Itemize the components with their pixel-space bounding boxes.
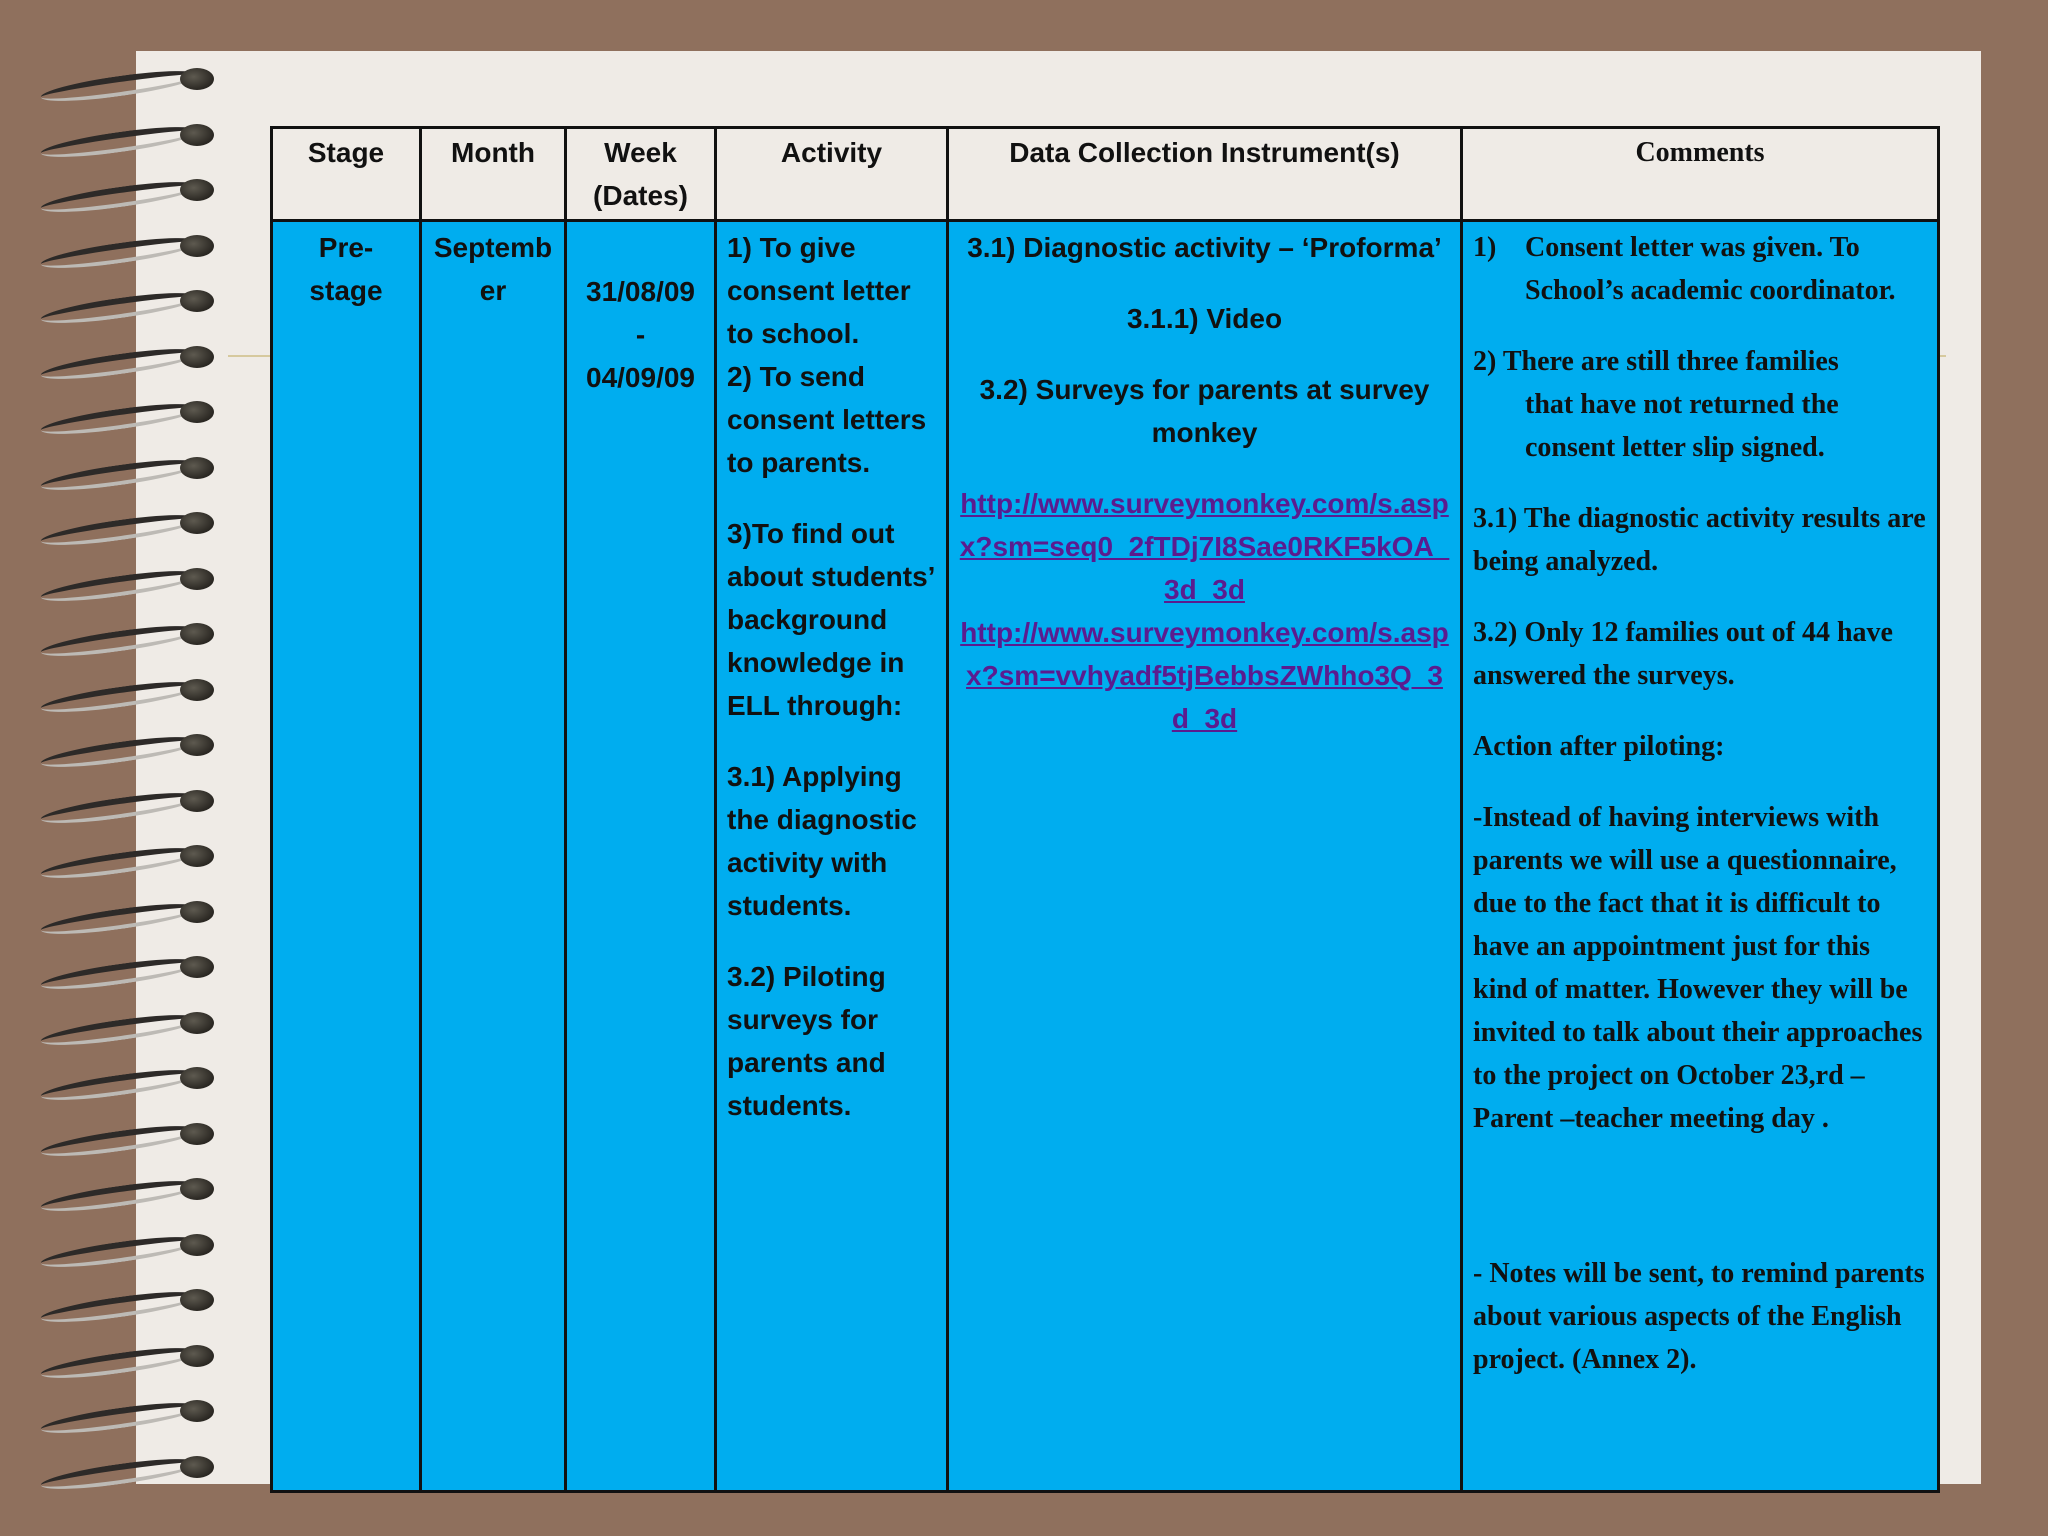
- spiral-ring: [30, 451, 230, 491]
- spiral-ring: [30, 118, 230, 158]
- spiral-ring: [30, 1117, 230, 1157]
- spiral-ring: [30, 229, 230, 269]
- spiral-ring: [30, 62, 230, 102]
- cell-stage: Pre-stage: [272, 221, 421, 1492]
- header-activity: Activity: [716, 128, 948, 221]
- spiral-ring: [30, 728, 230, 768]
- activity-item: 1) To give consent letter to school.: [727, 232, 911, 349]
- spiral-ring: [30, 1006, 230, 1046]
- spiral-ring: [30, 839, 230, 879]
- spiral-ring: [30, 1228, 230, 1268]
- comment-1: [1473, 226, 1927, 312]
- survey-link-1[interactable]: http://www.surveymonkey.com/s.aspx?sm=seq0_2fTDj7I8Sae0RKF5kOA_3d_3d: [959, 488, 1450, 605]
- spiral-ring: [30, 562, 230, 602]
- activity-item: 3.2) Piloting surveys for parents and students.: [727, 961, 886, 1121]
- week-end: 04/09/09: [586, 362, 695, 393]
- cell-week: [566, 221, 716, 1492]
- comment-2: 2) There are still three families: [1473, 346, 1839, 377]
- table-row: [272, 221, 1939, 1492]
- spiral-ring: [30, 895, 230, 935]
- activity-item: 3)To find out about students’ background knowledge in ELL through:: [727, 518, 934, 721]
- action-2: - Notes will be sent, to remind parents about various aspects of the English project. (Annex 2).: [1473, 1258, 1925, 1375]
- header-stage: Stage: [272, 128, 421, 221]
- spiral-ring: [30, 506, 230, 546]
- spiral-ring: [30, 617, 230, 657]
- comment-1-text: Consent letter was given. To School’s academic coordinator.: [1525, 232, 1896, 306]
- cell-activity: [716, 221, 948, 1492]
- spiral-ring: [30, 173, 230, 213]
- spiral-ring: [30, 950, 230, 990]
- schedule-table: [270, 126, 1940, 1493]
- instrument-diagnostic: 3.1) Diagnostic activity – ‘Proforma’: [967, 232, 1442, 263]
- activity-item: 2) To send consent letters to parents.: [727, 361, 927, 478]
- spiral-ring: [30, 1061, 230, 1101]
- action-1: -Instead of having interviews with parents we will use a questionnaire, due to the fact that it is difficult to have an appointment just for this kind of matter. However they will be invited to talk about their approaches to the project on October 23,rd – Parent –teacher meeting day .: [1473, 802, 1923, 1134]
- week-start: 31/08/09: [586, 276, 695, 307]
- spiral-binding: [30, 62, 230, 1482]
- action-title: Action after piloting:: [1473, 731, 1725, 762]
- instrument-surveys: 3.2) Surveys for parents at survey monkey: [979, 374, 1430, 448]
- week-separator: -: [635, 319, 646, 350]
- spiral-ring: [30, 1394, 230, 1434]
- spiral-ring: [30, 1283, 230, 1323]
- spiral-ring: [30, 1450, 230, 1490]
- activity-item: 3.1) Applying the diagnostic activity with students.: [727, 761, 917, 921]
- header-comments: Comments: [1462, 128, 1939, 221]
- spiral-ring: [30, 284, 230, 324]
- cell-comments: [1462, 221, 1939, 1492]
- spiral-ring: [30, 395, 230, 435]
- comment-1-number: 1): [1473, 232, 1497, 263]
- header-week: Week (Dates): [566, 128, 716, 221]
- comment-3: 3.1) The diagnostic activity results are being analyzed.: [1473, 503, 1926, 577]
- spiral-ring: [30, 340, 230, 380]
- comment-4: 3.2) Only 12 families out of 44 have answered the surveys.: [1473, 617, 1893, 691]
- header-month: Month: [421, 128, 566, 221]
- spiral-ring: [30, 673, 230, 713]
- header-instruments: Data Collection Instrument(s): [948, 128, 1462, 221]
- header-row: [272, 128, 1939, 221]
- spiral-ring: [30, 784, 230, 824]
- spiral-ring: [30, 1172, 230, 1212]
- comment-2-continued: that have not returned the consent letter slip signed.: [1525, 389, 1839, 463]
- survey-link-2[interactable]: http://www.surveymonkey.com/s.aspx?sm=vvhyadf5tjBebbsZWhho3Q_3d_3d: [960, 617, 1449, 734]
- instrument-video: 3.1.1) Video: [1126, 303, 1283, 334]
- cell-month: September: [421, 221, 566, 1492]
- spiral-ring: [30, 1339, 230, 1379]
- cell-instruments: [948, 221, 1462, 1492]
